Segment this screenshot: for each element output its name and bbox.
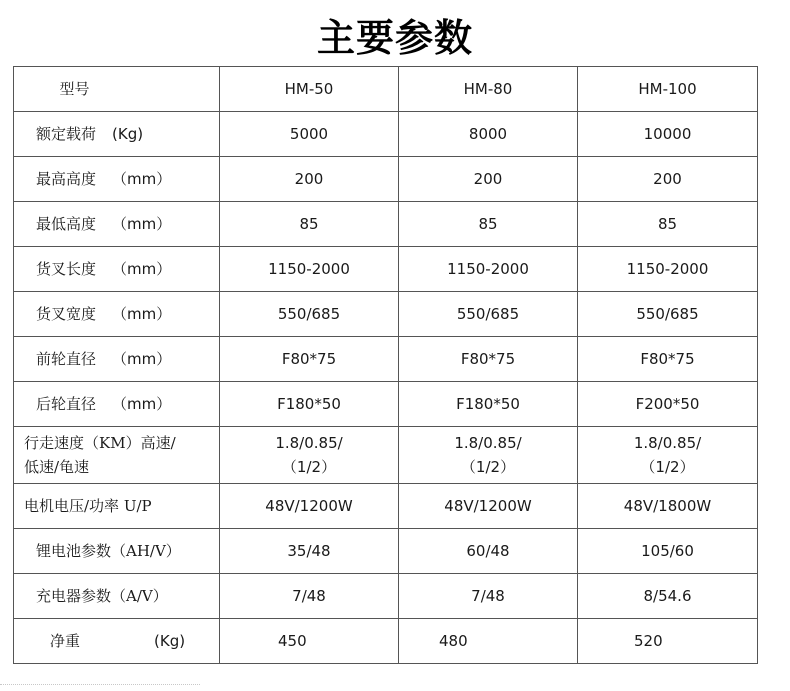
spec-table xyxy=(13,66,758,664)
cell-value: 7/48 xyxy=(399,574,578,619)
row-name: 货叉长度 xyxy=(36,260,97,278)
speed-value-line1: 1.8/0.85/ xyxy=(633,434,702,452)
cell-value: 550/685 xyxy=(399,292,578,337)
cell-value: 200 xyxy=(399,157,578,202)
row-unit: （mm） xyxy=(112,350,172,368)
header-label: 型号 xyxy=(14,67,220,112)
table-row-speed xyxy=(14,427,758,484)
cell-value: 200 xyxy=(578,157,758,202)
speed-value-line1: 1.8/0.85/ xyxy=(275,434,343,452)
cell-value: 85 xyxy=(220,202,399,247)
cell-value: F180*50 xyxy=(220,382,399,427)
row-label: 电机电压/功率 U/P xyxy=(14,484,220,529)
cell-value: F180*50 xyxy=(399,382,578,427)
table-row xyxy=(14,574,758,619)
cell-value: 85 xyxy=(578,202,758,247)
row-label xyxy=(14,247,220,292)
cell-value: 1150-2000 xyxy=(578,247,758,292)
cell-value: 8000 xyxy=(399,112,578,157)
model-hm50: HM-50 xyxy=(220,67,399,112)
cell-value: F80*75 xyxy=(578,337,758,382)
page-title: 主要参数 xyxy=(316,16,473,60)
table-row xyxy=(14,202,758,247)
cell-value: 480 xyxy=(399,619,578,664)
cell-value: F200*50 xyxy=(578,382,758,427)
cell-value: 8/54.6 xyxy=(578,574,758,619)
cell-value xyxy=(578,427,758,484)
row-label xyxy=(14,292,220,337)
row-label xyxy=(14,337,220,382)
speed-label-line2: 低速/龟速 xyxy=(24,458,90,476)
row-name: 最高高度 xyxy=(36,170,97,188)
cell-value: F80*75 xyxy=(220,337,399,382)
cell-value: 10000 xyxy=(578,112,758,157)
table-row xyxy=(14,247,758,292)
cell-value: 60/48 xyxy=(399,529,578,574)
speed-value-line2: （1/2） xyxy=(281,458,337,476)
row-label xyxy=(14,112,220,157)
cell-value: F80*75 xyxy=(399,337,578,382)
row-unit: （mm） xyxy=(112,215,172,233)
cell-value: 85 xyxy=(399,202,578,247)
cell-value: 5000 xyxy=(220,112,399,157)
model-hm100: HM-100 xyxy=(578,67,758,112)
row-name: 最低高度 xyxy=(36,215,97,233)
row-unit: (Kg) xyxy=(112,125,144,143)
cell-value: 1150-2000 xyxy=(399,247,578,292)
cell-value xyxy=(220,427,399,484)
cell-value: 7/48 xyxy=(220,574,399,619)
bottom-artifact-line xyxy=(0,684,200,689)
speed-value-line1: 1.8/0.85/ xyxy=(454,434,522,452)
row-label xyxy=(14,427,220,484)
speed-value-line2: （1/2） xyxy=(640,458,695,476)
model-hm80: HM-80 xyxy=(399,67,578,112)
table-row xyxy=(14,112,758,157)
cell-value: 450 xyxy=(220,619,399,664)
row-name: 净重 xyxy=(50,632,81,650)
cell-value: 550/685 xyxy=(220,292,399,337)
cell-value: 1150-2000 xyxy=(220,247,399,292)
table-row xyxy=(14,337,758,382)
table-row xyxy=(14,157,758,202)
table-row xyxy=(14,382,758,427)
row-unit: （mm） xyxy=(112,305,172,323)
cell-value: 550/685 xyxy=(578,292,758,337)
cell-value: 520 xyxy=(578,619,758,664)
cell-value: 200 xyxy=(220,157,399,202)
cell-value: 48V/1200W xyxy=(399,484,578,529)
row-unit: (Kg) xyxy=(154,632,186,650)
cell-value: 48V/1800W xyxy=(578,484,758,529)
cell-value: 105/60 xyxy=(578,529,758,574)
table-row xyxy=(14,529,758,574)
row-label xyxy=(14,382,220,427)
row-label xyxy=(14,202,220,247)
speed-label-line1: 行走速度（KM）高速/ xyxy=(24,434,176,452)
cell-value: 48V/1200W xyxy=(220,484,399,529)
row-label: 充电器参数（A/V） xyxy=(14,574,220,619)
table-header-row xyxy=(14,67,758,112)
cell-value xyxy=(399,427,578,484)
row-name: 后轮直径 xyxy=(36,395,97,413)
row-label: 锂电池参数（AH/V） xyxy=(14,529,220,574)
row-name: 前轮直径 xyxy=(36,350,97,368)
row-unit: （mm） xyxy=(112,260,172,278)
row-label xyxy=(14,619,220,664)
table-row-weight xyxy=(14,619,758,664)
cell-value: 35/48 xyxy=(220,529,399,574)
row-unit: （mm） xyxy=(112,170,172,188)
row-label xyxy=(14,157,220,202)
row-name: 货叉宽度 xyxy=(36,305,97,323)
speed-value-line2: （1/2） xyxy=(460,458,516,476)
table-row xyxy=(14,484,758,529)
row-unit: （mm） xyxy=(112,395,172,413)
row-name: 额定载荷 xyxy=(36,125,97,143)
table-row xyxy=(14,292,758,337)
